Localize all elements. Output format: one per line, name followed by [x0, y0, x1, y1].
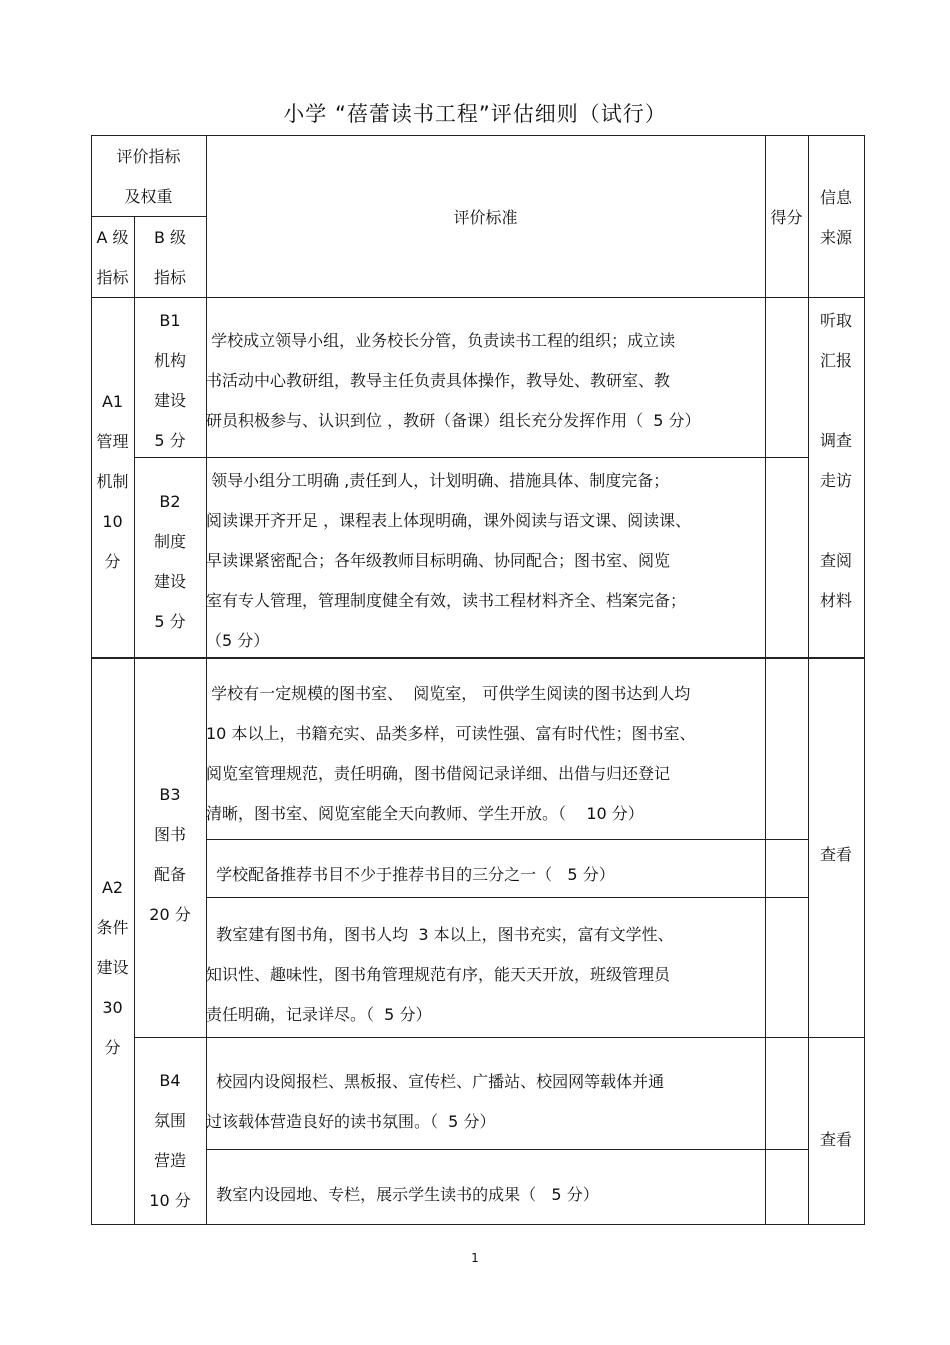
indicator-line: 条件 [96, 918, 129, 937]
indicator-line: 建设 [153, 572, 186, 591]
source-line: 调查 [819, 431, 852, 450]
criteria-line: 教室内设园地、专栏，展示学生读书的成果（ 5 分） [206, 1185, 599, 1204]
header-text: 评价指标 [116, 147, 181, 166]
criteria-line: 学校成立领导小组，业务校长分管，负责读书工程的组织；成立读 [206, 331, 676, 350]
source-line: 走访 [819, 471, 852, 490]
indicator-line: B3 [159, 785, 181, 804]
indicator-line: 10 分 [149, 1191, 191, 1210]
source-line: 材料 [819, 591, 852, 610]
criteria-line: 10 本以上，书籍充实、品类多样，可读性强、富有时代性；图书室、 [206, 724, 696, 743]
grid-line [91, 135, 865, 136]
document-title: 小学 “蓓蕾读书工程”评估细则（试行） [283, 102, 667, 126]
indicator-line: 机制 [96, 472, 129, 491]
a1-indicator [91, 382, 134, 582]
criteria-line: 室有专人管理，管理制度健全有效，读书工程材料齐全、档案完备； [206, 591, 687, 610]
criteria-line: 早读课紧密配合；各年级教师目标明确、协同配合；图书室、阅览 [206, 551, 671, 570]
indicator-line: B1 [159, 311, 181, 330]
source-line: 汇报 [819, 351, 852, 370]
criteria-line: 学校有一定规模的图书室、 阅览室， 可供学生阅读的图书达到人均 [206, 684, 691, 703]
criteria-line: 学校配备推荐书目不少于推荐书目的三分之一（ 5 分） [206, 865, 615, 884]
indicator-line: 5 分 [154, 431, 186, 450]
criteria-line: 研员积极参与、认识到位 ，教研（备课）组长充分发挥作用（ 5 分） [206, 411, 701, 430]
source-line: 听取 [819, 311, 852, 330]
header-text: 指标 [153, 268, 186, 287]
grid-line [91, 297, 865, 298]
b3-info-source [808, 835, 864, 875]
header-criteria [206, 198, 765, 238]
grid-line [134, 457, 808, 458]
header-text: B 级 [153, 228, 187, 247]
header-text: 来源 [819, 228, 852, 247]
indicator-line: 制度 [153, 532, 186, 551]
grid-line [91, 1224, 865, 1225]
indicator-line: A2 [101, 878, 124, 897]
grid-line [206, 897, 808, 898]
a2-indicator [91, 868, 134, 1068]
a1-info-source [808, 301, 864, 621]
indicator-line: 分 [104, 552, 121, 571]
header-text: 指标 [96, 268, 129, 287]
indicator-line: B2 [159, 492, 181, 511]
indicator-line: 建设 [96, 958, 129, 977]
criteria-line: 知识性、趣味性，图书角管理规范有序，能天天开放，班级管理员 [206, 965, 671, 984]
grid-line [134, 1037, 865, 1038]
indicator-line: 机构 [153, 351, 186, 370]
criteria-line: 校园内设阅报栏、黑板报、宣传栏、广播站、校园网等载体并通 [206, 1072, 665, 1091]
b3-indicator [134, 775, 206, 935]
header-text: 及权重 [124, 187, 173, 206]
criteria-line: （5 分） [206, 631, 270, 650]
grid-line [206, 839, 808, 840]
header-a-level [91, 218, 134, 298]
header-text: 得分 [770, 208, 803, 227]
indicator-line: 建设 [153, 391, 186, 410]
indicator-line: 5 分 [154, 612, 186, 631]
indicator-line: 分 [104, 1038, 121, 1057]
header-text: 信息 [819, 188, 852, 207]
grid-line [765, 135, 766, 1225]
page-number: 1 [471, 1251, 479, 1265]
criteria-line: 领导小组分工明确 ,责任到人，计划明确、措施具体、制度完备； [206, 471, 670, 490]
source-line: 查看 [819, 845, 852, 864]
indicator-line: 氛围 [153, 1111, 186, 1130]
header-indicator-weight [91, 137, 206, 217]
source-line: 查看 [819, 1130, 852, 1149]
criteria-line: 清晰，图书室、阅览室能全天向教师、学生开放。（ 10 分） [206, 804, 644, 823]
grid-line [808, 135, 809, 1225]
criteria-line: 阅览室管理规范，责任明确，图书借阅记录详细、出借与归还登记 [206, 764, 671, 783]
b2-indicator [134, 482, 206, 642]
header-b-level [134, 218, 206, 298]
indicator-line: 30 [102, 998, 123, 1017]
criteria-line: 过该载体营造良好的读书氛围。（ 5 分） [206, 1112, 496, 1131]
indicator-line: 配备 [153, 865, 186, 884]
criteria-line: 书活动中心教研组，教导主任负责具体操作，教导处、教研室、教 [206, 371, 671, 390]
criteria-line: 责任明确，记录详尽。（ 5 分） [206, 1005, 432, 1024]
indicator-line: 营造 [153, 1151, 186, 1170]
header-text: A 级 [96, 228, 129, 247]
b4-indicator [134, 1061, 206, 1221]
grid-line [206, 1149, 808, 1150]
grid-line [864, 135, 865, 1225]
indicator-line: 管理 [96, 432, 129, 451]
header-score [765, 198, 808, 238]
criteria-line: 教室建有图书角，图书人均 3 本以上，图书充实，富有文学性、 [206, 925, 674, 944]
b4-info-source [808, 1120, 864, 1160]
indicator-line: 20 分 [149, 905, 191, 924]
indicator-line: A1 [101, 392, 124, 411]
indicator-line: 图书 [153, 825, 186, 844]
criteria-line: 阅读课开齐开足 ，课程表上体现明确，课外阅读与语文课、阅读课、 [206, 511, 692, 530]
source-line: 查阅 [819, 551, 852, 570]
indicator-line: B4 [159, 1071, 181, 1090]
header-source [808, 178, 864, 258]
b1-indicator [134, 301, 206, 461]
header-text: 评价标准 [453, 208, 518, 227]
indicator-line: 10 [102, 512, 123, 531]
